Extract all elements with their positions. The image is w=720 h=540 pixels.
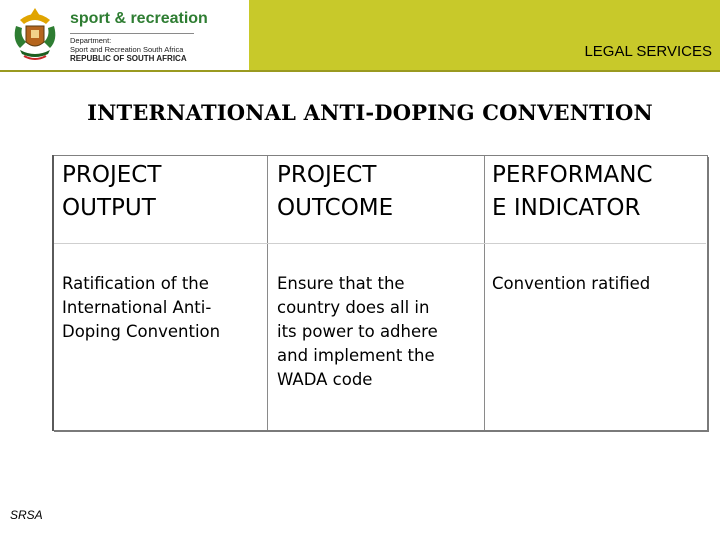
row-divider: [54, 243, 706, 244]
column-divider: [267, 156, 268, 430]
footer-tag: SRSA: [10, 508, 43, 522]
header-line: PROJECT: [62, 162, 162, 188]
header-banner: [0, 0, 720, 72]
republic-name: REPUBLIC OF SOUTH AFRICA: [70, 54, 187, 63]
header-line: OUTCOME: [277, 195, 394, 221]
header-color-band: [246, 0, 720, 70]
cell-line: country does all in: [277, 298, 430, 317]
logo-area: [0, 0, 246, 70]
header-line: PROJECT: [277, 162, 377, 188]
cell-line: WADA code: [277, 370, 373, 389]
header-performance-indicator: [492, 159, 702, 225]
convention-table: [52, 155, 709, 432]
cell-line: Ensure that the: [277, 274, 405, 293]
header-line: PERFORMANC: [492, 162, 653, 188]
header-line: E INDICATOR: [492, 195, 641, 221]
cell-project-output: [62, 272, 262, 344]
brand-divider: [70, 33, 194, 34]
cell-line: Convention ratified: [492, 274, 651, 293]
cell-line: International Anti-: [62, 298, 212, 317]
cell-line: Ratification of the: [62, 274, 209, 293]
cell-project-outcome: [277, 272, 477, 392]
brand-name: sport & recreation: [70, 10, 208, 27]
section-title: LEGAL SERVICES: [584, 43, 712, 60]
table-bottom-shadow: [54, 430, 709, 432]
cell-performance-indicator: [492, 272, 702, 296]
table-left-edge: [52, 155, 54, 431]
header-project-outcome: [277, 159, 477, 225]
header-divider: [0, 70, 720, 72]
slide-title: INTERNATIONAL ANTI-DOPING CONVENTION: [87, 100, 653, 125]
header-line: OUTPUT: [62, 195, 156, 221]
cell-line: Doping Convention: [62, 322, 221, 341]
department-label: Department:: [70, 36, 112, 45]
header-project-output: [62, 159, 262, 225]
table-right-shadow: [707, 157, 709, 432]
coat-of-arms-icon: [6, 4, 64, 64]
column-divider: [484, 156, 485, 430]
cell-line: its power to adhere: [277, 322, 438, 341]
cell-line: and implement the: [277, 346, 435, 365]
department-name: Sport and Recreation South Africa: [70, 45, 184, 54]
